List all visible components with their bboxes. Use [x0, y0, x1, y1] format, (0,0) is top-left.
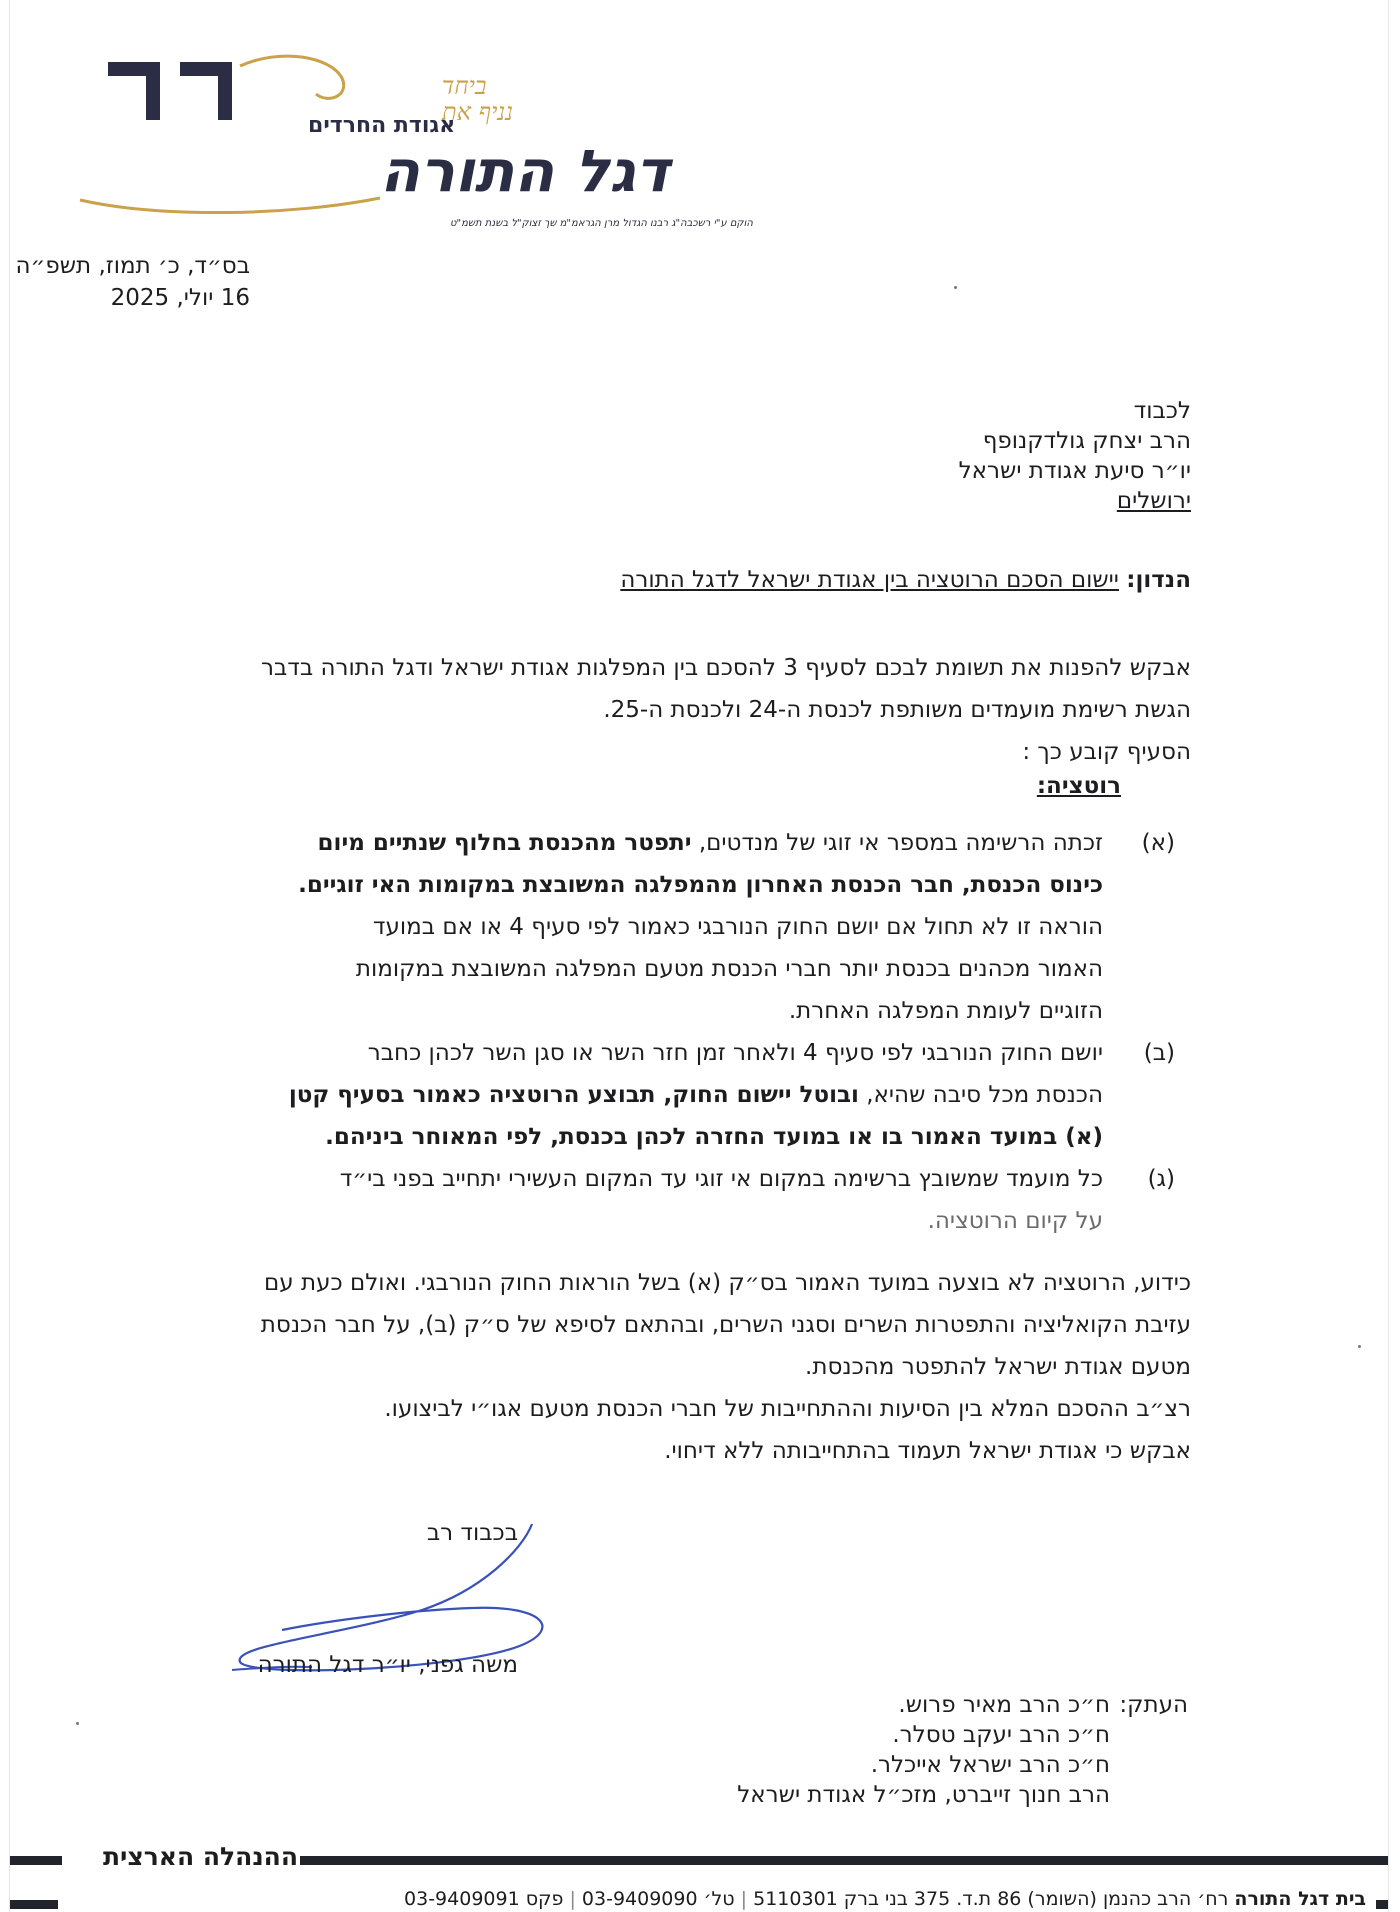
footer-rule [1376, 1900, 1388, 1909]
intro-line: הסעיף קובע כך : [1022, 739, 1191, 765]
logo-graphic [80, 48, 753, 233]
clauses-list [181, 822, 1191, 1242]
footer-rule [10, 1900, 58, 1909]
clause-marker: (ג) [1147, 1166, 1175, 1192]
addressee-city: ירושלים [1116, 488, 1191, 514]
closing-line: אבקש כי אגודת ישראל תעמוד בהתחייבותה ללא דיחוי. [664, 1438, 1191, 1464]
logo-slogan-2: נניף את [442, 98, 514, 126]
footer-address: רח׳ הרב כהנמן (השומר) 86 ת.ד. 375 בני ברק 5110301 [753, 1888, 1229, 1910]
logo-tagline: הוקם ע"י רשכבה"ג רבנו הגדול מרן הגראמ"מ שך זצוק"ל בשנת תשמ"ט [450, 218, 753, 229]
logo-secondary-text: אגודת החרדים [308, 113, 456, 138]
closing-line: רצ״ב ההסכם המלא בין הסיעות וההתחייבות של חברי הכנסת מטעם אגו״י לביצועו. [384, 1396, 1191, 1422]
speck [76, 1722, 79, 1725]
addressee-name: הרב יצחק גולדקנופף [982, 428, 1191, 454]
cc-item: ח״כ הרב יעקב טסלר. [892, 1722, 1110, 1748]
logo-main-text: דגל התורה [380, 137, 670, 205]
cc-row [588, 1690, 1188, 1720]
clause-marker: (ב) [1143, 1040, 1175, 1066]
clause-c [181, 1158, 1191, 1242]
cc-row [588, 1720, 1188, 1750]
clause-text: הוראה זו לא תחול אם יושם החוק הנורבגי כאמור לפי סעיף 4 או אם במועד [372, 914, 1103, 940]
closing-line: עזיבת הקואליציה והתפטרות השרים וסגני השרים, ובהתאם לסיפא של ס״ק (ב), על חבר הכנסת [260, 1312, 1191, 1338]
clause-text: הזוגיים לעומת המפלגה האחרת. [788, 998, 1103, 1024]
clause-text: הכנסת מכל סיבה שהיא, [858, 1082, 1103, 1108]
speck [1358, 1345, 1361, 1348]
footer-contact: בית דגל התורה רח׳ הרב כהנמן (השומר) 86 ת.ד. 375 בני ברק 5110301 | טל׳ 03-9409090 | פקס 03-9409091 [404, 1888, 1366, 1910]
clause-text: יושם החוק הנורבגי לפי סעיף 4 ולאחר זמן חזר השר או סגן השר לכהן כחבר [367, 1040, 1103, 1066]
clause-text: האמור מכהנים בכנסת יותר חברי הכנסת מטעם המפלגה המשובצת במקומות [355, 956, 1103, 982]
gregorian-date: 16 יולי, 2025 [110, 285, 250, 311]
cc-item: ח״כ הרב מאיר פרוש. [898, 1692, 1110, 1718]
subject-text: יישום הסכם הרוטציה בין אגודת ישראל לדגל התורה [620, 567, 1119, 593]
closing-line: מטעם אגודת ישראל להתפטר מהכנסת. [805, 1354, 1191, 1380]
intro-paragraph [181, 647, 1191, 773]
party-logo [80, 48, 753, 233]
clause-a [181, 822, 1191, 1032]
footer-org-name: בית דגל התורה [1234, 1888, 1366, 1910]
letter-page [10, 0, 1388, 1912]
cc-row [588, 1780, 1188, 1810]
clause-text-bold: (א) במועד האמור בו או במועד החזרה לכהן בכנסת, לפי המאוחר ביניהם. [325, 1124, 1103, 1150]
footer-rule [10, 1856, 62, 1865]
footer-fax: 03-9409091 [404, 1888, 520, 1910]
intro-line: אבקש להפנות את תשומת לבכם לסעיף 3 להסכם בין המפלגות אגודת ישראל ודגל התורה בדבר [261, 655, 1191, 681]
clause-text: זכתה הרשימה במספר אי זוגי של מנדטים, [691, 830, 1103, 856]
date-block [0, 250, 250, 314]
rotation-heading: רוטציה: [1036, 773, 1121, 799]
cc-block [588, 1690, 1188, 1810]
cc-item: הרב חנוך זייברט, מזכ״ל אגודת ישראל [737, 1782, 1110, 1808]
clause-text-bold: ובוטל יישום החוק, תבוצע הרוטציה כאמור בסעיף קטן [288, 1082, 859, 1108]
signature-greeting: בכבוד רב [426, 1520, 518, 1546]
addressee-block [591, 396, 1191, 516]
closing-paragraph [181, 1262, 1191, 1472]
addressee-salutation: לכבוד [1133, 398, 1191, 424]
clause-text-bold: יתפטר מהכנסת בחלוף שנתיים מיום [317, 830, 692, 856]
footer-fax-label: פקס [525, 1888, 564, 1910]
footer-phone: 03-9409090 [581, 1888, 698, 1910]
clause-b [181, 1032, 1191, 1158]
footer-rule [300, 1856, 1388, 1865]
speck [954, 286, 957, 289]
clause-text: כל מועמד שמשובץ ברשימה במקום אי זוגי עד המקום העשירי יתחייב בפני בי״ד [339, 1166, 1103, 1192]
logo-slogan-1: ביחד [442, 72, 487, 100]
hebrew-date: בס״ד, כ׳ תמוז, תשפ״ה [15, 253, 250, 279]
signatory-name: משה גפני, יו״ר דגל התורה [257, 1652, 518, 1678]
cc-label: העתק: [1119, 1692, 1188, 1718]
closing-line: כידוע, הרוטציה לא בוצעה במועד האמור בס״ק (א) בשל הוראות החוק הנורבגי. ואולם כעת עם [264, 1270, 1191, 1296]
addressee-title: יו״ר סיעת אגודת ישראל [958, 458, 1191, 484]
footer-department: ההנהלה הארצית [102, 1842, 298, 1871]
clause-text: על קיום הרוטציה. [927, 1208, 1103, 1234]
clause-text-bold: כינוס הכנסת, חבר הכנסת האחרון מהמפלגה המשובצת במקומות האי זוגיים. [298, 872, 1103, 898]
clause-marker: (א) [1141, 830, 1175, 856]
cc-item: ח״כ הרב ישראל אייכלר. [870, 1752, 1110, 1778]
subject-line [191, 565, 1191, 595]
footer-phone-label: טל׳ [703, 1888, 735, 1910]
subject-label: הנדון: [1126, 567, 1191, 593]
cc-row [588, 1750, 1188, 1780]
intro-line: הגשת רשימת מועמדים משותפת לכנסת ה-24 ולכנסת ה-25. [603, 697, 1191, 723]
